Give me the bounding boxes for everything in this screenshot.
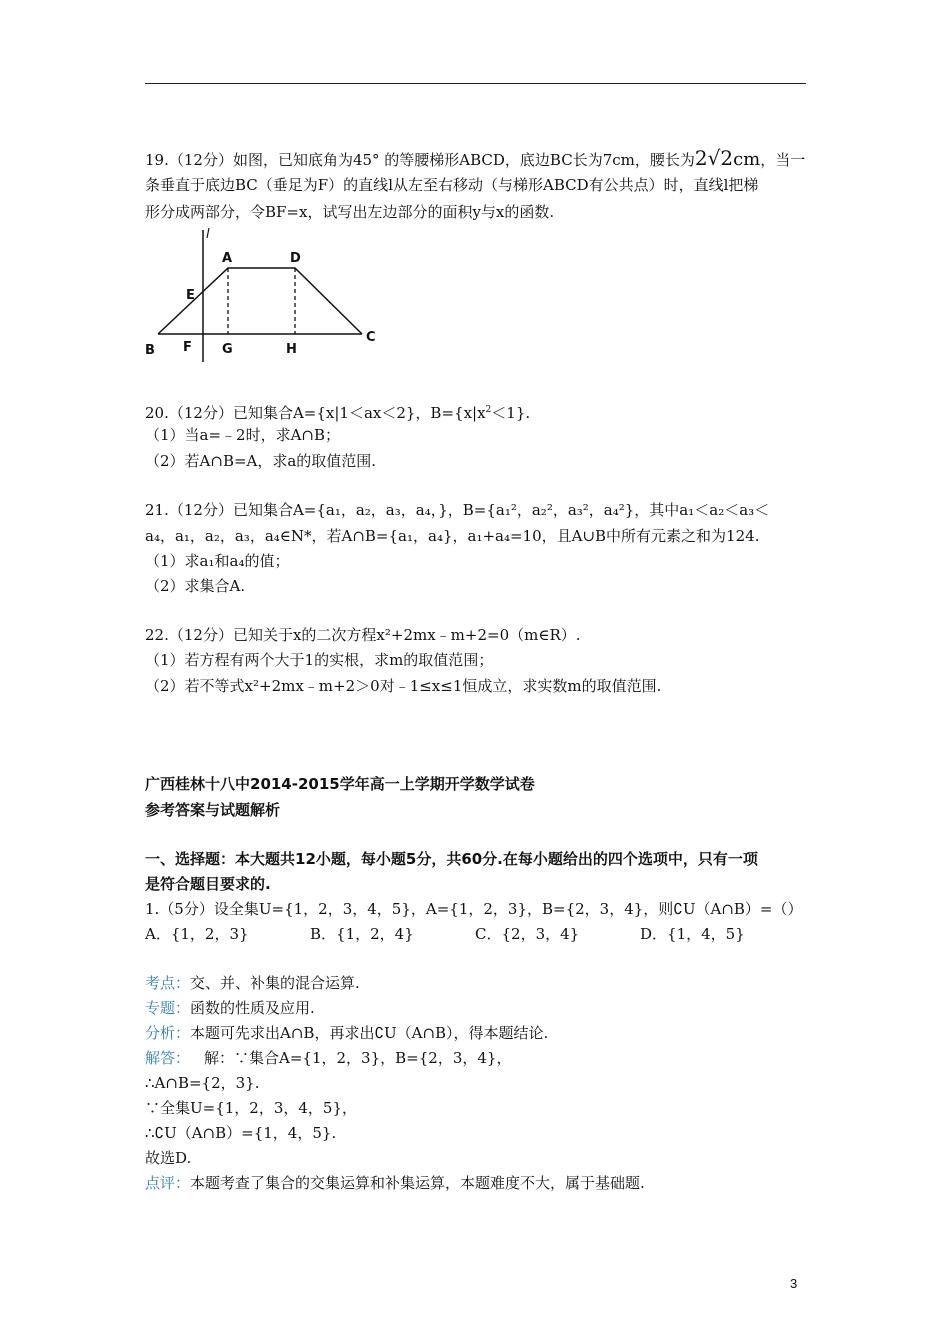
- q22-line1: 22.（12分）已知关于x的二次方程x²+2mx﹣m+2=0（m∈R）.: [145, 626, 581, 644]
- label-b: B: [145, 343, 155, 358]
- section1-line1: 一、选择题：本大题共12小题，每小题5分，共60分.在每小题给出的四个选项中，只有一项: [145, 850, 758, 868]
- q20-part1: （1）当a=﹣2时，求A∩B；: [145, 426, 341, 444]
- q21-line1: 21.（12分）已知集合A={a₁，a₂，a₃，a₄，}，B={a₁²，a₂²，a₃²，a₄²}，其中a₁＜a₂＜a₃＜: [145, 501, 770, 519]
- page-number: 3: [790, 1276, 798, 1291]
- label-l: l: [206, 227, 210, 242]
- answers-title: 广西桂林十八中2014-2015学年高一上学期开学数学试卷: [145, 775, 535, 793]
- q21-part2: （2）求集合A.: [145, 577, 246, 595]
- label-d: D: [290, 251, 301, 266]
- header-rule: [145, 83, 806, 84]
- fenxi-line: 分析：本题可先求出A∩B，再求出∁U（A∩B），得本题结论.: [145, 1024, 549, 1042]
- q20-part2: （2）若A∩B=A，求a的取值范围.: [145, 452, 377, 470]
- dianping-label: 点评：: [145, 1174, 191, 1192]
- q22-part2: （2）若不等式x²+2mx﹣m+2＞0对﹣1≤x≤1恒成立，求实数m的取值范围.: [145, 677, 662, 695]
- section1-line2: 是符合题目要求的.: [145, 875, 271, 893]
- q21-part1: （1）求a₁和a₄的值；: [145, 552, 290, 570]
- option-c: C．{2，3，4}: [475, 925, 580, 943]
- q21-line2: a₄，a₁，a₂，a₃，a₄∈N*，若A∩B={a₁，a₄}，a₁+a₄=10，且A∪B中所有元素之和为124.: [145, 527, 760, 545]
- q19-line3: 形分成两部分，令BF=x，试写出左边部分的面积y与x的函数.: [145, 203, 555, 221]
- answers-subtitle: 参考答案与试题解析: [145, 801, 281, 819]
- label-a: A: [222, 251, 233, 266]
- option-b: B．{1，2，4}: [310, 925, 414, 943]
- zhuanti-label: 专题：: [145, 999, 191, 1017]
- solution-step1: ∴A∩B={2，3}.: [145, 1074, 260, 1092]
- q22-part1: （1）若方程有两个大于1的实根，求m的取值范围；: [145, 651, 494, 669]
- kaodian-line: 考点：交、并、补集的混合运算.: [145, 974, 360, 992]
- trapezoid-figure: [140, 222, 390, 362]
- label-f: F: [183, 340, 192, 355]
- label-h: H: [286, 342, 297, 357]
- q19-line2: 条垂直于底边BC（垂足为F）的直线l从左至右移动（与梯形ABCD有公共点）时，直线l把梯: [145, 176, 759, 194]
- label-c: C: [366, 330, 376, 345]
- fenxi-label: 分析：: [145, 1024, 191, 1042]
- solution-step3: ∴∁U（A∩B）={1，4，5}.: [145, 1124, 337, 1142]
- kaodian-label: 考点：: [145, 974, 191, 992]
- solution-step4: 故选D.: [145, 1149, 192, 1167]
- q20-line1: 20.（12分）已知集合A={x|1＜ax＜2}，$B=\{x|x^2<1\}$.: [145, 404, 531, 422]
- jieda-label: 解答：: [145, 1049, 191, 1067]
- solution-step2: ∵全集U={1，2，3，4，5}，: [145, 1099, 358, 1117]
- option-d: D．{1，4，5}: [640, 925, 745, 943]
- answer-q1: 1.（5分）设全集U={1，2，3，4，5}，A={1，2，3}，B={2，3，4}，则∁U（A∩B）=（）: [145, 900, 803, 918]
- label-g: G: [222, 342, 233, 357]
- jieda-line: 解答： 解：∵集合A={1，2，3}，B={2，3，4}，: [145, 1049, 512, 1067]
- zhuanti-line: 专题：函数的性质及应用.: [145, 999, 315, 1017]
- q19-line1: 19.（12分）如图，已知底角为45° 的等腰梯形ABCD，底边BC长为7cm，腰长为2√2cm，当一: [145, 146, 806, 170]
- dianping-line: 点评：本题考查了集合的交集运算和补集运算，本题难度不大，属于基础题.: [145, 1174, 645, 1192]
- label-e: E: [186, 288, 195, 303]
- option-a: A．{1，2，3}: [145, 925, 249, 943]
